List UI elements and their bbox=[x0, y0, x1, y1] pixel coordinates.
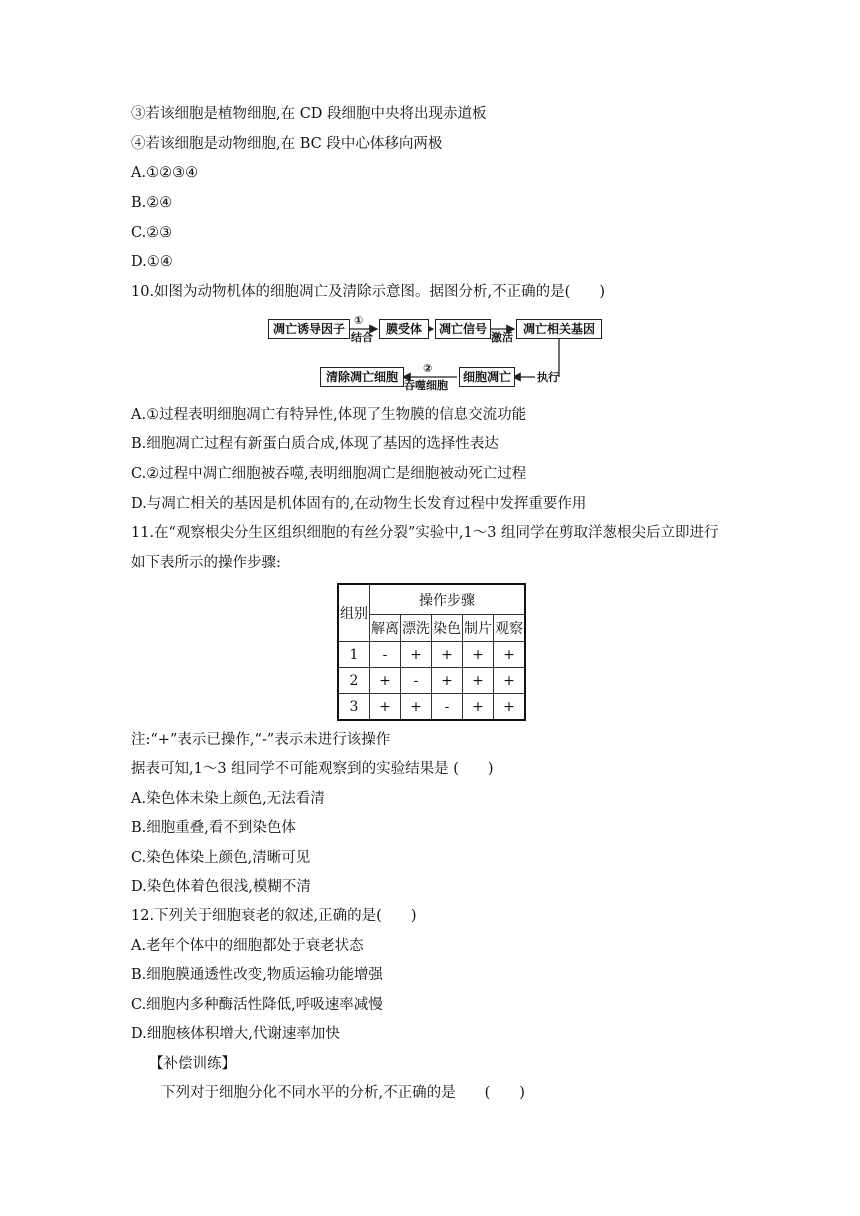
table-cell: + bbox=[494, 694, 526, 721]
column-header: 解离 bbox=[370, 615, 401, 642]
q12-option-b: B.细胞膜通透性改变,物质运输功能增强 bbox=[131, 967, 383, 983]
table-cell: + bbox=[494, 668, 526, 694]
table-row bbox=[338, 642, 525, 668]
row-group: 2 bbox=[338, 668, 370, 694]
q9-option-d: D.①④ bbox=[131, 254, 173, 270]
label-phagocyte: 吞噬细胞 bbox=[404, 379, 448, 392]
column-header: 漂洗 bbox=[401, 615, 432, 642]
column-header: 观察 bbox=[494, 615, 526, 642]
q11-stem-line1: 11.在“观察根尖分生区组织细胞的有丝分裂”实验中,1～3 组同学在剪取洋葱根尖后立即进行 bbox=[131, 525, 719, 541]
table-note: 注:“+”表示已操作,“-”表示未进行该操作 bbox=[131, 732, 391, 748]
q11-option-d: D.染色体着色很浅,模糊不清 bbox=[131, 879, 311, 895]
label-step-1: ① bbox=[354, 314, 364, 327]
table-cell: + bbox=[463, 694, 494, 721]
label-execute: 执行 bbox=[537, 371, 559, 384]
q11-stem-line2: 如下表所示的操作步骤: bbox=[131, 555, 281, 571]
q9-option-c: C.②③ bbox=[131, 225, 173, 241]
box-apoptosis-signal: 凋亡信号 bbox=[435, 319, 491, 339]
row-group: 1 bbox=[338, 642, 370, 668]
header-steps: 操作步骤 bbox=[370, 584, 526, 615]
q10-option-d: D.与凋亡相关的基因是机体固有的,在动物生长发育过程中发挥重要作用 bbox=[131, 496, 587, 512]
table-cell: + bbox=[432, 642, 463, 668]
header-group: 组别 bbox=[338, 584, 370, 642]
table-cell: + bbox=[494, 642, 526, 668]
section-heading: 【补偿训练】 bbox=[149, 1056, 236, 1072]
table-cell: - bbox=[432, 694, 463, 721]
label-activate: 激活 bbox=[491, 331, 513, 344]
table-cell: + bbox=[463, 642, 494, 668]
table-cell: + bbox=[401, 642, 432, 668]
box-clear-apoptotic-cells: 清除凋亡细胞 bbox=[320, 367, 404, 387]
table-cell: - bbox=[370, 642, 401, 668]
column-header: 染色 bbox=[432, 615, 463, 642]
q12-stem: 12.下列关于细胞衰老的叙述,正确的是( ) bbox=[131, 908, 417, 924]
q10-stem: 10.如图为动物机体的细胞凋亡及清除示意图。据图分析,不正确的是( ) bbox=[131, 284, 605, 300]
comp-question-stem: 下列对于细胞分化不同水平的分析,不正确的是 ( ) bbox=[161, 1085, 525, 1101]
table-cell: + bbox=[463, 668, 494, 694]
table-row bbox=[338, 694, 525, 721]
q11-question: 据表可知,1～3 组同学不可能观察到的实验结果是 ( ) bbox=[131, 761, 494, 777]
box-apoptosis-inducer: 凋亡诱导因子 bbox=[268, 319, 350, 339]
q9-option-a: A.①②③④ bbox=[131, 165, 199, 181]
q12-option-d: D.细胞核体积增大,代谢速率加快 bbox=[131, 1026, 340, 1042]
q11-option-a: A.染色体未染上颜色,无法看清 bbox=[131, 791, 325, 807]
q12-option-a: A.老年个体中的细胞都处于衰老状态 bbox=[131, 938, 364, 954]
table-cell: + bbox=[432, 668, 463, 694]
box-cell-apoptosis: 细胞凋亡 bbox=[459, 367, 515, 387]
operation-steps-table bbox=[337, 583, 526, 721]
statement-3: ③若该细胞是植物细胞,在 CD 段细胞中央将出现赤道板 bbox=[131, 106, 487, 122]
label-bind: 结合 bbox=[351, 331, 373, 344]
row-group: 3 bbox=[338, 694, 370, 721]
table-cell: - bbox=[401, 668, 432, 694]
q11-option-b: B.细胞重叠,看不到染色体 bbox=[131, 820, 296, 836]
box-membrane-receptor: 膜受体 bbox=[379, 319, 429, 339]
table-cell: + bbox=[401, 694, 432, 721]
table-cell: + bbox=[370, 668, 401, 694]
q10-option-b: B.细胞凋亡过程有新蛋白质合成,体现了基因的选择性表达 bbox=[131, 436, 499, 452]
q12-option-c: C.细胞内多种酶活性降低,呼吸速率减慢 bbox=[131, 997, 383, 1013]
q10-option-a: A.①过程表明细胞凋亡有特异性,体现了生物膜的信息交流功能 bbox=[131, 407, 527, 423]
column-header: 制片 bbox=[463, 615, 494, 642]
q10-option-c: C.②过程中凋亡细胞被吞噬,表明细胞凋亡是细胞被动死亡过程 bbox=[131, 466, 527, 482]
statement-4: ④若该细胞是动物细胞,在 BC 段中心体移向两极 bbox=[131, 136, 443, 152]
label-step-2: ② bbox=[423, 362, 433, 375]
q9-option-b: B.②④ bbox=[131, 195, 173, 211]
table-row bbox=[338, 668, 525, 694]
q11-option-c: C.染色体染上颜色,清晰可见 bbox=[131, 850, 311, 866]
box-apoptosis-genes: 凋亡相关基因 bbox=[516, 319, 602, 339]
table-cell: + bbox=[370, 694, 401, 721]
diagram-arrows bbox=[0, 0, 860, 400]
